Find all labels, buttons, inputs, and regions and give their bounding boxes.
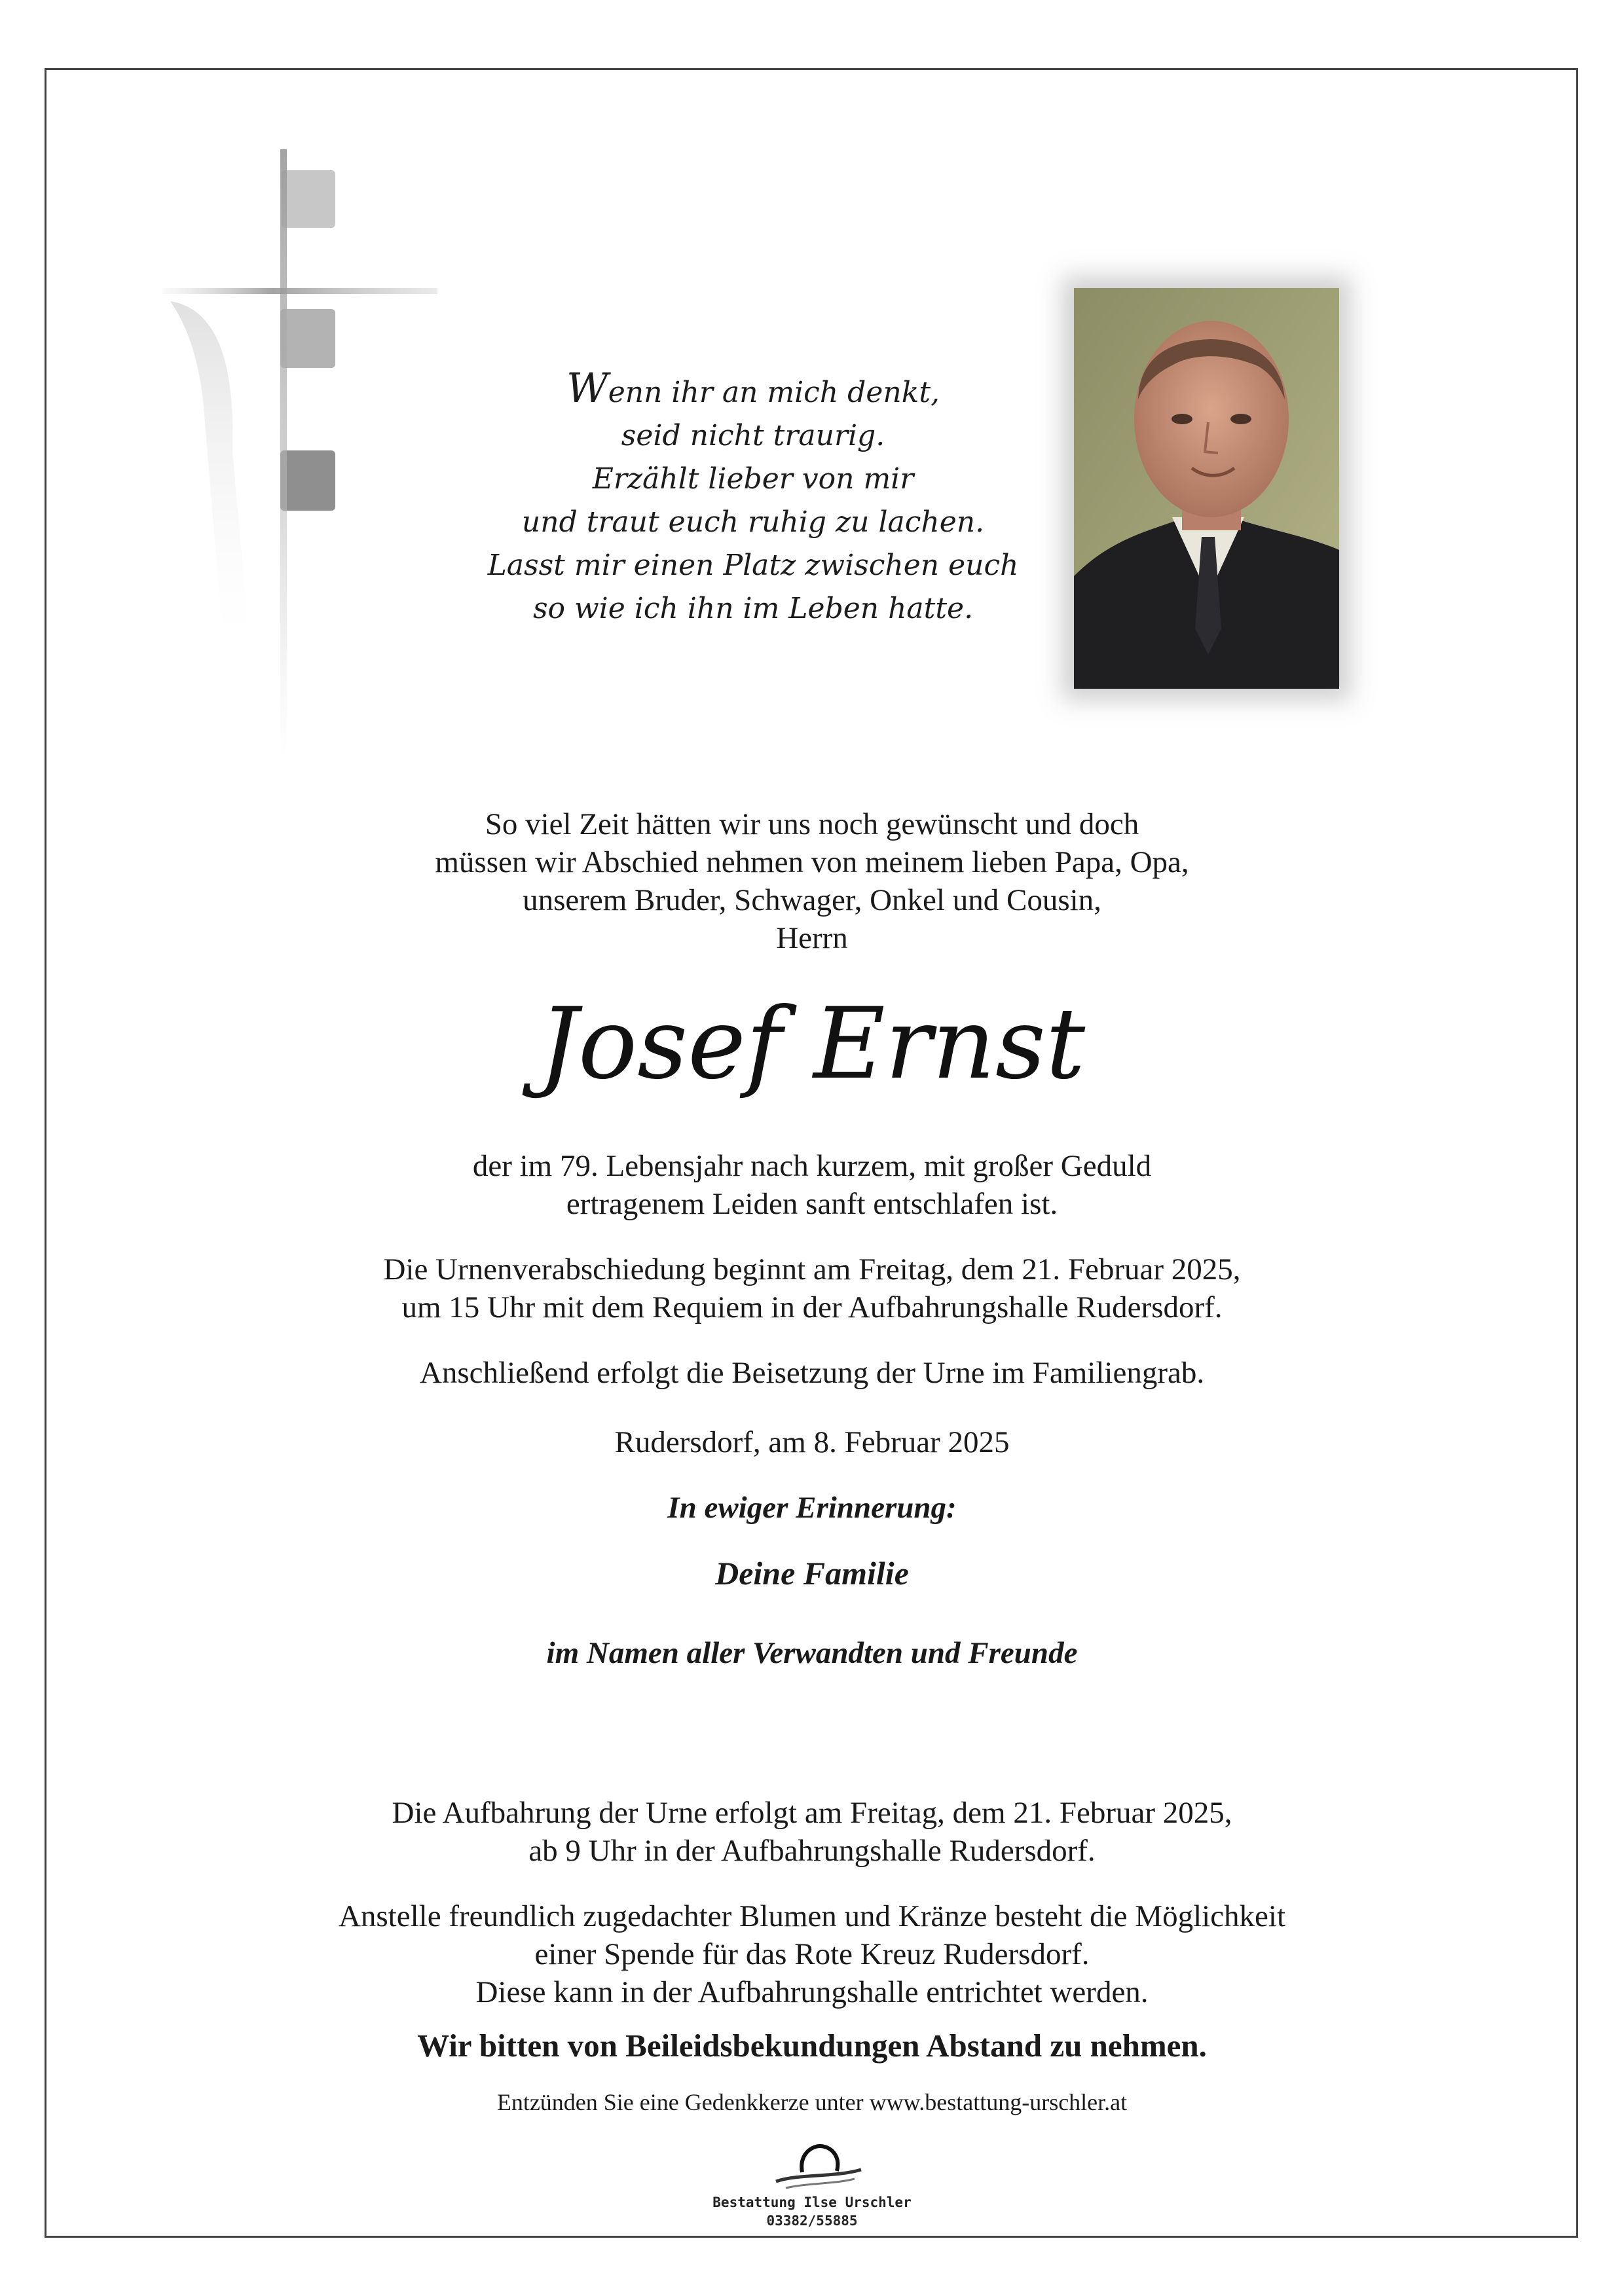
viewing-line-2: ab 9 Uhr in der Aufbahrungshalle Rudersdorf.	[528, 1834, 1096, 1868]
poem-line-5: Lasst mir einen Platz zwischen euch	[487, 549, 1019, 582]
intro-line-1: So viel Zeit hätten wir uns noch gewünscht und doch	[485, 807, 1139, 841]
condolence-request: Wir bitten von Beileidsbekundungen Abstand zu nehmen.	[417, 2028, 1207, 2064]
poem-line-6: so wie ich ihn im Leben hatte.	[532, 592, 974, 625]
ceremony-line-2: um 15 Uhr mit dem Requiem in der Aufbahrungshalle Rudersdorf.	[401, 1290, 1223, 1324]
viewing-text	[223, 1794, 1401, 1870]
undertaker-logo-icon	[773, 2141, 864, 2193]
intro-line-4: Herrn	[776, 921, 848, 955]
passing-line-2: ertragenem Leiden sanft entschlafen ist.	[566, 1187, 1058, 1221]
burial-text: Anschließend erfolgt die Beisetzung der Urne im Familiengrab.	[419, 1356, 1205, 1390]
poem-line-1	[458, 364, 1048, 414]
donation-line-2: einer Spende für das Rote Kreuz Rudersdorf.	[534, 1937, 1090, 1971]
poem-line-4: und traut euch ruhig zu lachen.	[521, 505, 985, 539]
deceased-name: Josef Ernst	[538, 987, 1086, 1101]
ceremony-line-1: Die Urnenverabschiedung beginnt am Freitag, dem 21. Februar 2025,	[383, 1252, 1241, 1286]
relatives-line: im Namen aller Verwandten und Freunde	[546, 1636, 1078, 1670]
poem-line-2: seid nicht traurig.	[621, 419, 885, 452]
ceremony-text	[223, 1250, 1401, 1326]
candle-link-text: Entzünden Sie eine Gedenkkerze unter www.bestattung-urschler.at	[496, 2089, 1128, 2115]
passing-line-1: der im 79. Lebensjahr nach kurzem, mit großer Geduld	[472, 1149, 1152, 1183]
donation-line-3: Diese kann in der Aufbahrungshalle entrichtet werden.	[475, 1975, 1149, 2009]
undertaker-info	[681, 2193, 943, 2230]
poem-line-1-rest: enn ihr an mich denkt,	[608, 376, 940, 409]
undertaker-name: Bestattung Ilse Urschler	[712, 2195, 912, 2210]
place-date: Rudersdorf, am 8. Februar 2025	[614, 1425, 1010, 1459]
donation-text	[223, 1897, 1401, 2011]
poem	[458, 364, 1048, 630]
remembrance-heading: In ewiger Erinnerung:	[667, 1491, 957, 1525]
intro-text	[223, 805, 1401, 957]
viewing-line-1: Die Aufbahrung der Urne erfolgt am Freitag, dem 21. Februar 2025,	[392, 1796, 1232, 1830]
portrait-photo	[1074, 288, 1339, 689]
intro-line-3: unserem Bruder, Schwager, Onkel und Cousin,	[523, 883, 1101, 917]
undertaker-phone: 03382/55885	[766, 2213, 858, 2229]
poem-initial: W	[566, 364, 608, 412]
passing-text	[223, 1147, 1401, 1223]
poem-line-3: Erzählt lieber von mir	[592, 462, 914, 496]
intro-line-2: müssen wir Abschied nehmen von meinem lieben Papa, Opa,	[435, 845, 1189, 879]
donation-line-1: Anstelle freundlich zugedachter Blumen und Kränze besteht die Möglichkeit	[338, 1899, 1286, 1933]
family-signature: Deine Familie	[715, 1555, 909, 1592]
cross-icon	[157, 137, 445, 779]
